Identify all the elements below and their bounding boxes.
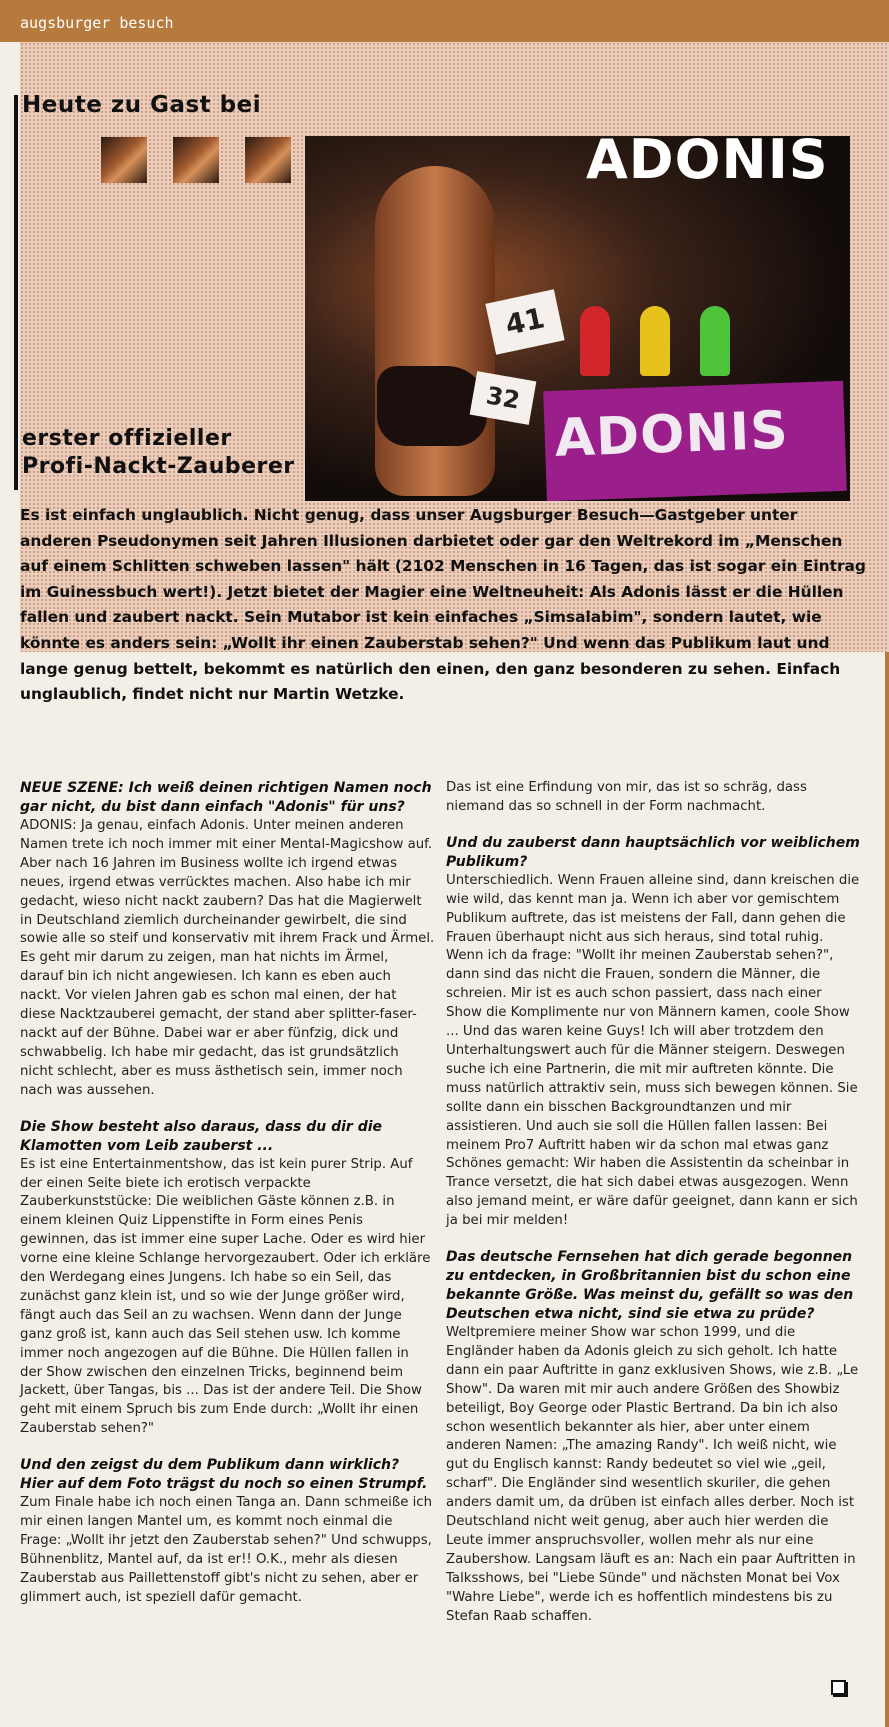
top-band [0,0,889,42]
photo-sign-text: ADONIS [553,400,790,469]
interview-answer: Das ist eine Erfindung von mir, das ist so schräg, dass niemand das so schnell in der Form nachmacht. [446,780,807,814]
end-mark-icon [831,1680,846,1695]
headline-subtitle [22,425,295,481]
photo-plume [700,306,730,376]
interview-question: Und du zauberst dann hauptsächlich vor weiblichem Publikum? [446,834,860,870]
subtitle-line: erster offizieller [22,426,232,451]
thumbnail-photo [101,137,147,183]
intro-paragraph: Es ist einfach unglaublich. Nicht genug, dass unser Augsburger Besuch—Gastgeber unter anderen Pseudonymen seit Jahren Illusionen darbietet oder gar den Weltrekord im „Menschen auf einem Schlitten schweben lassen" hält (2102 Menschen in 16 Tagen, das ist sogar ein Eintrag im Guinessbuch wert!). Jetzt bietet der Magier eine Weltneuheit: Als Adonis lässt er die Hüllen fallen und zaubert nackt. Sein Mutabor ist kein einfaches „Simsalabim", sondern lautet, wie könnte es anders sein: „Wollt ihr einen Zauberstab sehen?" Und wenn das Publikum laut und lange genug bettelt, bekommt es natürlich den einen, den ganz besonderen zu sehen. Einfach unglaublich, findet nicht nur Martin Wetzke. [20,506,866,704]
interview-question: Die Show besteht also daraus, dass du dir die Klamotten vom Leib zauberst ... [20,1118,383,1154]
interview-answer: Weltpremiere meiner Show war schon 1999, und die Engländer haben da Adonis gleich zu sich geholt. Ich hatte dann ein paar Auftritte in ganz exklusiven Shows, wie z.B. „Le Show". Da waren mit mir auch andere Größen des Showbiz beteiligt, Boy George oder Plastic Bertrand. Da bin ich also schon wesentlich bekannter als hier, aber unter einem anderen Namen: „The amazing Randy". Ich weiß nicht, wie gut du Englisch kannst: Randy bedeutet so viel wie „geil, scharf". Die Engländer sind wesentlich skuriler, die gehen anders damit um, da drüben ist einfach alles derber. Noch ist Deutschland nicht weit genug, aber auch hier werden die Leute immer anspruchsvoller, wollen mehr als nur eine Zaubershow. Langsam läuft es an: Nach ein paar Auftritten in Talksshows, bei "Liebe Sünde" und nächsten Monat bei Vox "Wahre Liebe", werde ich es hoffentlich mindestens bis zu Stefan Raab schaffen. [446,1325,859,1624]
photo-plume [580,306,610,376]
subtitle-line: Profi-Nackt-Zauberer [22,454,295,479]
photo-playing-card: 41 [485,289,564,354]
photo-figure [375,166,495,496]
interview-question: Und den zeigst du dem Publikum dann wirklich? Hier auf dem Foto trägst du noch so einen Strumpf. [20,1457,428,1493]
headline-kicker: Heute zu Gast bei [22,92,262,118]
interview-answer: Zum Finale habe ich noch einen Tanga an. Dann schmeiße ich mir einen langen Mantel um, es kommt noch einmal die Frage: „Wollt ihr jetzt den Zauberstab sehen?" Und schwupps, Bühnenblitz, Mantel auf, da ist er!! O.K., mehr als diesen Zauberstab aus Paillettenstoff gibt's nicht zu sehen, aber er glimmert auch, ist speziell dafür gemacht. [20,1495,433,1605]
left-rule [14,95,18,490]
article-column-left [20,779,435,1608]
interview-answer: Unterschiedlich. Wenn Frauen alleine sind, dann kreischen die wie wild, das kennt man ja. Wenn ich aber vor gemischtem Publikum auftrete, das ist meistens der Fall, dann gehen die Frauen überhaupt nicht aus sich heraus, sind total ruhig. Wenn ich da frage: "Wollt ihr meinen Zauberstab sehen?", dann sind das nicht die Frauen, sondern die Männer, die schreien. Mir ist es auch schon passiert, dass nach einer Show die Komplimente nur von Männern kamen, coole Show ... Und das waren keine Guys! Ich will aber trotzdem den Unterhaltungswert auch für die Männer steigern. Deswegen suche ich eine Partnerin, die mit mir auftreten könnte. Die muss natürlich attraktiv sein, muss sich bewegen können. Sie sollte dann ein bisschen Backgroundtanzen und mir assistieren. Und auch sie soll die Hüllen fallen lassen: Bei meinem Pro7 Auftritt haben wir da schon mal etwas ganz Schönes gemacht: Wir haben die Assistentin da scheinbar in Trance versetzt, die hat sich dabei etwas ausgezogen. Wenn also jemand meint, er wäre dafür geeignet, dann kann er sich ja bei mir melden! [446,872,860,1229]
photo-plume [640,306,670,376]
interview-question: Das deutsche Fernsehen hat dich gerade begonnen zu entdecken, in Großbritannien bist du schon eine bekannte Größe. Was meinst du, gefällt so was den Deutschen etwa nicht, sind sie etwa zu prüde? [446,1249,854,1323]
interview-question: NEUE SZENE: Ich weiß deinen richtigen Namen noch gar nicht, du bist dann einfach "Adonis" für uns? [20,780,432,815]
thumbnail-photo [245,137,291,183]
interview-answer: Es ist eine Entertainmentshow, das ist kein purer Strip. Auf der einen Seite biete ich erotisch verpackte Zauberkunststücke: Die weiblichen Gäste können z.B. in einem kleinen Quiz Lippenstifte in Form eines Penis gewinnen, das ist immer eine super Lache. Oder es wird hier vorne eine kleine Schlange hervorgezaubert. Oder ich erkläre den Werdegang eines Jungens. Ich habe so ein Seil, das zunächst ganz klein ist, und so wie der Junge größer wird, fängt auch das Seil an zu wachsen. Wenn dann der Junge ganz groß ist, kann auch das Seil stehen usw. Ich komme immer noch angezogen auf die Bühne. Die Hüllen fallen in der Show zwischen den einzelnen Tricks, beginnend beim Jackett, über Tangas, bis ... Das ist der andere Teil. Die Show geht mit einem Spruch bis zum Ende durch: „Wollt ihr einen Zauberstab sehen?" [20,1156,431,1437]
photo-playing-card: 32 [470,371,537,425]
thumbnail-photo [173,137,219,183]
interview-answer: ADONIS: Ja genau, einfach Adonis. Unter meinen anderen Namen trete ich noch immer mit einer Mental-Magicshow auf. Aber nach 16 Jahren im Business wollte ich irgend etwas neues, irgend etwas verrücktes machen. Also habe ich mir gedacht, wieso nicht nackt zaubern? Das hat die Magierwelt in Deutschland ziemlich durcheinander gewirbelt, die sind sowie alle so steif und konservativ mit ihrem Frack und Ärmel. Es geht mir darum zu zeigen, man hat nichts im Ärmel, darauf bin ich nicht angewiesen. Ich kann es eben auch nackt. Vor vielen Jahren gab es schon mal einen, der hat diese Nacktzauberei gemacht, der stand aber splitter-faser-nackt auf der Bühne. Dabei war er aber fünfzig, dick und schwabbelig. Ich habe mir gedacht, das ist grundsätzlich nicht schlecht, aber es muss ästhetisch sein, immer noch nach was aussehen. [20,818,435,1098]
headline-title: ADONIS [586,128,829,191]
article-column-right [446,779,861,1627]
section-label: augsburger besuch [20,14,174,32]
photo-sign [543,381,847,501]
